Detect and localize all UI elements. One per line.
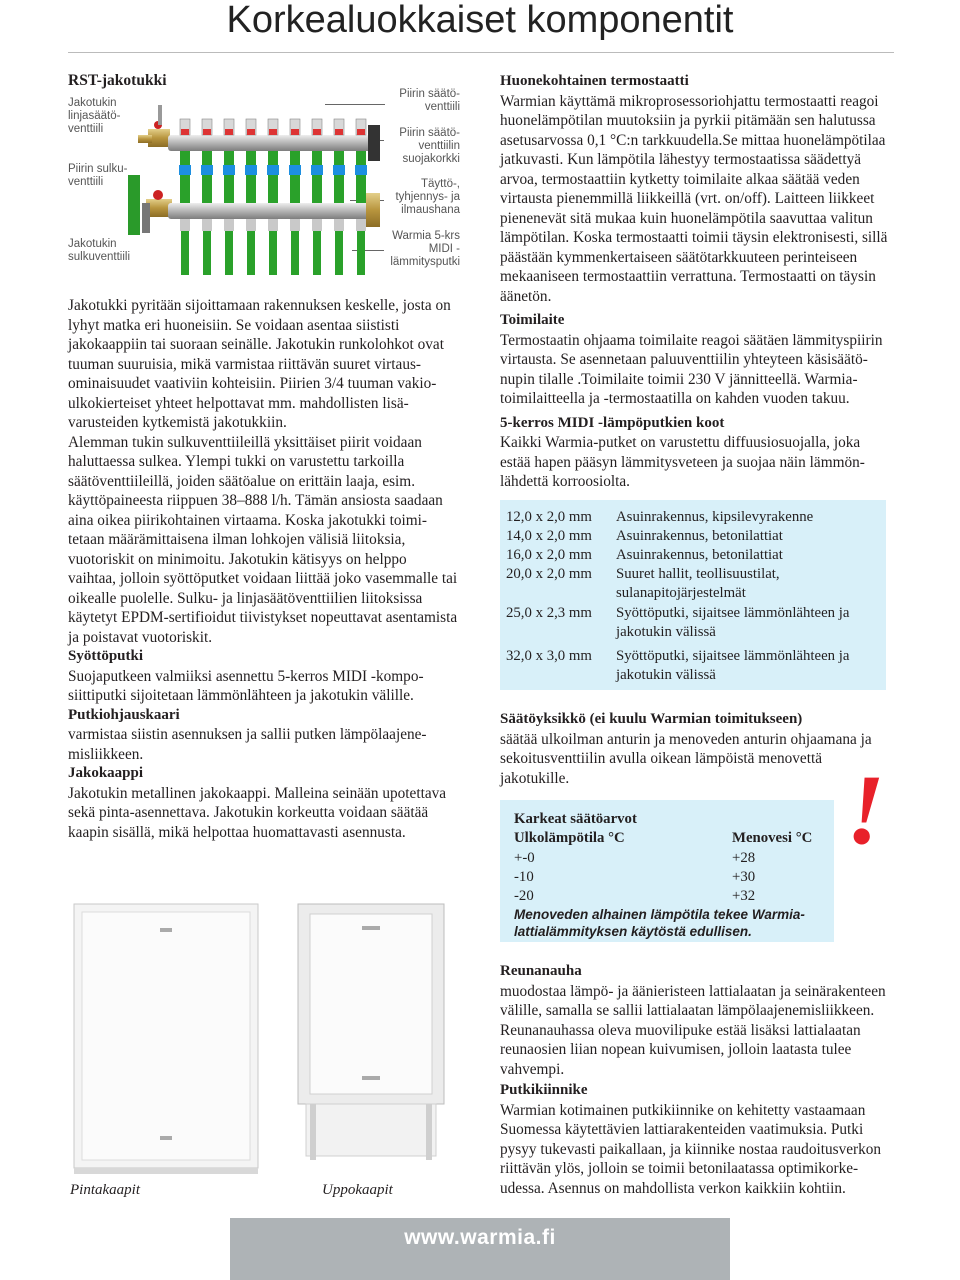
paragraph: säätää ulkoilman anturin ja menoveden anturin ohjaamana ja sekoitusventtiilin avulla oikean lämpöistä menovettä jakotukille. bbox=[500, 730, 872, 787]
pipe-use: Syöttöputki, sijaitsee lämmönlähteen ja jakotukin välissä bbox=[616, 648, 850, 683]
pipe-size: 12,0 x 2,0 mm bbox=[506, 509, 592, 525]
box-note: Menoveden alhainen lämpötila tekee Warmia-lattialämmityksen käytöstä edullisen. bbox=[514, 907, 805, 939]
pipe-size: 32,0 x 3,0 mm bbox=[506, 648, 592, 664]
section-heading-jakokaappi: Jakokaappi bbox=[68, 765, 144, 781]
paragraph: varmistaa siistin asennuksen ja sallii putken lämpölaajene-misliikkeen. bbox=[68, 726, 427, 763]
paragraph: Kaikki Warmia-putket on varustettu diffuusiosuojalla, joka estää hapen pääsyn lämmitysveteen ja suojaa näin lämmön-lähdettä korroosiolta. bbox=[500, 434, 865, 490]
section-heading-putkiohjauskaari: Putkiohjauskaari bbox=[68, 706, 180, 723]
flow-value: +30 bbox=[732, 869, 756, 885]
paragraph: Suojaputkeen valmiiksi asennettu 5-kerros MIDI -kompo-siittiputki sijoitetaan lämmönlähteen ja jakotukin välille. bbox=[68, 667, 424, 704]
caption-uppokaapit: Uppokaapit bbox=[322, 1182, 393, 1198]
paragraph: Jakotukin metallinen jakokaappi. Malleina seinään upotettava sekä pinta-asennettava. Jakotukin korkeutta voidaan säätää kaapin sisällä, mikä helpottaa huomattavasti asennusta. bbox=[68, 784, 447, 841]
exclamation-icon: ! bbox=[846, 754, 885, 865]
pipe-size: 25,0 x 2,3 mm bbox=[506, 605, 592, 621]
pipe-use: Asuinrakennus, betonilattiat bbox=[616, 547, 783, 563]
box-title: Karkeat säätöarvot bbox=[514, 811, 637, 827]
flow-value: +32 bbox=[732, 888, 756, 904]
paragraph: Jakotukki pyritään sijoittamaan rakennuksen keskelle, josta on lyhyt matka eri huoneisiin. Se voidaan asentaa siististi jakokaappiin tai suoraan seinälle. Jakotukin runkolohkot ovat tuuman suuruisia, mikä varmistaa riittävän suuret virtaus-ominaisuudet vaativiin kohteisiin. Piirien 3/4 tuuman vakio-ulkokierteiset yhteet helpottavat mm. mahdollisten lisä-varusteiden kytkemistä jakotukkiin. bbox=[68, 297, 451, 431]
label-linjasaato: Jakotukin linjasäätö- venttiili bbox=[68, 97, 121, 135]
section-heading-midi: 5-kerros MIDI -lämpöputkien koot bbox=[500, 414, 725, 431]
footer-url: www.warmia.fi bbox=[404, 1226, 556, 1249]
section-heading-syottoputki: Syöttöputki bbox=[68, 648, 144, 664]
col-header-outdoor: Ulkolämpötila °C bbox=[514, 830, 625, 846]
pipe-use: Suuret hallit, teollisuustilat, sulanapitojärjestelmät bbox=[616, 566, 780, 601]
manifold-image bbox=[128, 105, 390, 277]
temperature-settings-box bbox=[500, 800, 834, 942]
pipe-size-table bbox=[500, 500, 886, 690]
flow-value: +28 bbox=[732, 850, 756, 866]
surface-cabinet-image bbox=[66, 900, 266, 1178]
paragraph: muodostaa lämpö- ja äänieristeen lattialaatan ja seinärakenteen välille, samalla se sallii lattialaatan lämpölaajenemisliikkeen. Reunanauhassa oleva muovilipuke estää lisäksi lattialaatan reunaosien liian nopean kuivumisen, jolloin laatasta tulee vahvempi. bbox=[500, 982, 886, 1078]
pipe-use: Asuinrakennus, kipsilevyrakenne bbox=[616, 509, 814, 525]
caption-pintakaapit: Pintakaapit bbox=[70, 1182, 140, 1198]
label-piirin-sulku: Piirin sulku- venttiili bbox=[68, 163, 128, 188]
label-tayttohana: Täyttö-, tyhjennys- ja ilmaushana bbox=[395, 178, 460, 216]
recessed-cabinet-image bbox=[296, 900, 446, 1162]
label-lammitysputki: Warmia 5-krs MIDI -lämmitysputki bbox=[390, 230, 460, 268]
paragraph: Warmian käyttämä mikroprosessoriohjattu termostaatti reagoi huonelämpötilan muutoksiin ja pyrkii pitämään sen halutussa asetusarvossa 0,1 °C:n tarkkuudella.Se mittaa huonelämpötilaa jatkuvasti. Kun lämpötila lähestyy termostaatissa säädettyä arvoa, termostaattiin kytketty toimilaite alkaa säätää veden virtausta pienemmillä liikkeillä (vrt. on/off). Laitteen liikkeet pienenevät sitä mukaa kuin huonelämpötila saavuttaa valitun lämpötilan. Koska termostaatti toimii täysin elektronisesti, sillä päästään kymmenkertaiseen säätötarkkuuteen perinteiseen mekaaniseen termostaattiin verrattuna. Termostaatti on täysin äänetön. bbox=[500, 92, 888, 305]
paragraph: Warmian kotimainen putkikiinnike on kehitetty vastaamaan Suomessa käytettävien lattiarakenteiden vaatimuksia. Putki pysyy tukevasti paikallaan, ja kiinnike nostaa raudoitusverkon riittävän ylös, jolloin se toimii betonilaatassa optimikorke-udessa. Asennus on mahdollista verkon kaikkiin kohtiin. bbox=[500, 1101, 882, 1197]
paragraph: Alemman tukin sulkuventtiileillä yksittäiset piirit voidaan haluttaessa sulkea. Ylempi tukki on varustettu tarkoilla säätöventtiileillä, joiden säätöalue on erittäin laaja, esim. käyttöpaineesta riippuen 38–888 l/h. Tämän ansiosta saadaan aina oikea piirikohtainen virtaama. Koska jakotukki toimi-tetaan määrämittaisena ilman lohkojen välisiä liitoksia, vuotoriskit on minimoitu. Jakotukin kätisyys on helppo vaihtaa, jolloin syöttöputket voidaan liittää joko vasemmalle tai oikealle puolelle. Sulku- ja linjasäätöventtiilien liitoksissa käytetyt EPDM-sertifioidut tiivistykset nopeuttavat asentamista ja poistavat vuotoriskit. bbox=[68, 433, 458, 646]
control-unit-text-block bbox=[500, 710, 892, 788]
col-header-flow: Menovesi °C bbox=[732, 830, 813, 846]
section-heading-saatoyksikko: Säätöyksikkö (ei kuulu Warmian toimitukseen) bbox=[500, 711, 803, 727]
section-heading-termostaatti: Huonekohtainen termostaatti bbox=[500, 73, 689, 89]
label-jakotukin-sulku: Jakotukin sulkuventtiili bbox=[68, 238, 130, 263]
pipe-use: Syöttöputki, sijaitsee lämmönlähteen ja jakotukin välissä bbox=[616, 605, 850, 640]
edge-strip-text-block bbox=[500, 962, 892, 1198]
outdoor-value: -20 bbox=[514, 888, 534, 904]
thermostat-text-block bbox=[500, 72, 892, 492]
outdoor-value: -10 bbox=[514, 869, 534, 885]
page-title: Korkealuokkaiset komponentit bbox=[226, 0, 734, 41]
label-piirin-saato: Piirin säätö- venttiili bbox=[399, 88, 460, 113]
pipe-use: Asuinrakennus, betonilattiat bbox=[616, 528, 783, 544]
section-heading-toimilaite: Toimilaite bbox=[500, 312, 565, 328]
rst-heading: RST-jakotukki bbox=[68, 72, 167, 89]
pipe-size: 20,0 x 2,0 mm bbox=[506, 566, 592, 582]
section-heading-putkikiinnike: Putkikiinnike bbox=[500, 1082, 588, 1098]
label-suojakorkki: Piirin säätö- venttiilin suojakorkki bbox=[399, 127, 460, 165]
pipe-size: 16,0 x 2,0 mm bbox=[506, 547, 592, 563]
paragraph: Termostaatin ohjaama toimilaite reagoi säätäen lämmityspiirin virtausta. Se asennetaan paluuventtiilin yhteyteen käsisäätö-nupin tilalle .Toimilaite toimii 230 V jännitteellä. Warmia-toimilaitteella ja -termostaatilla on kahden vuoden takuu. bbox=[500, 331, 883, 407]
outdoor-value: +-0 bbox=[514, 850, 535, 866]
pipe-size: 14,0 x 2,0 mm bbox=[506, 528, 592, 544]
section-heading-reunanauha: Reunanauha bbox=[500, 963, 582, 979]
title-divider bbox=[68, 52, 894, 53]
intro-text-block bbox=[68, 296, 458, 842]
